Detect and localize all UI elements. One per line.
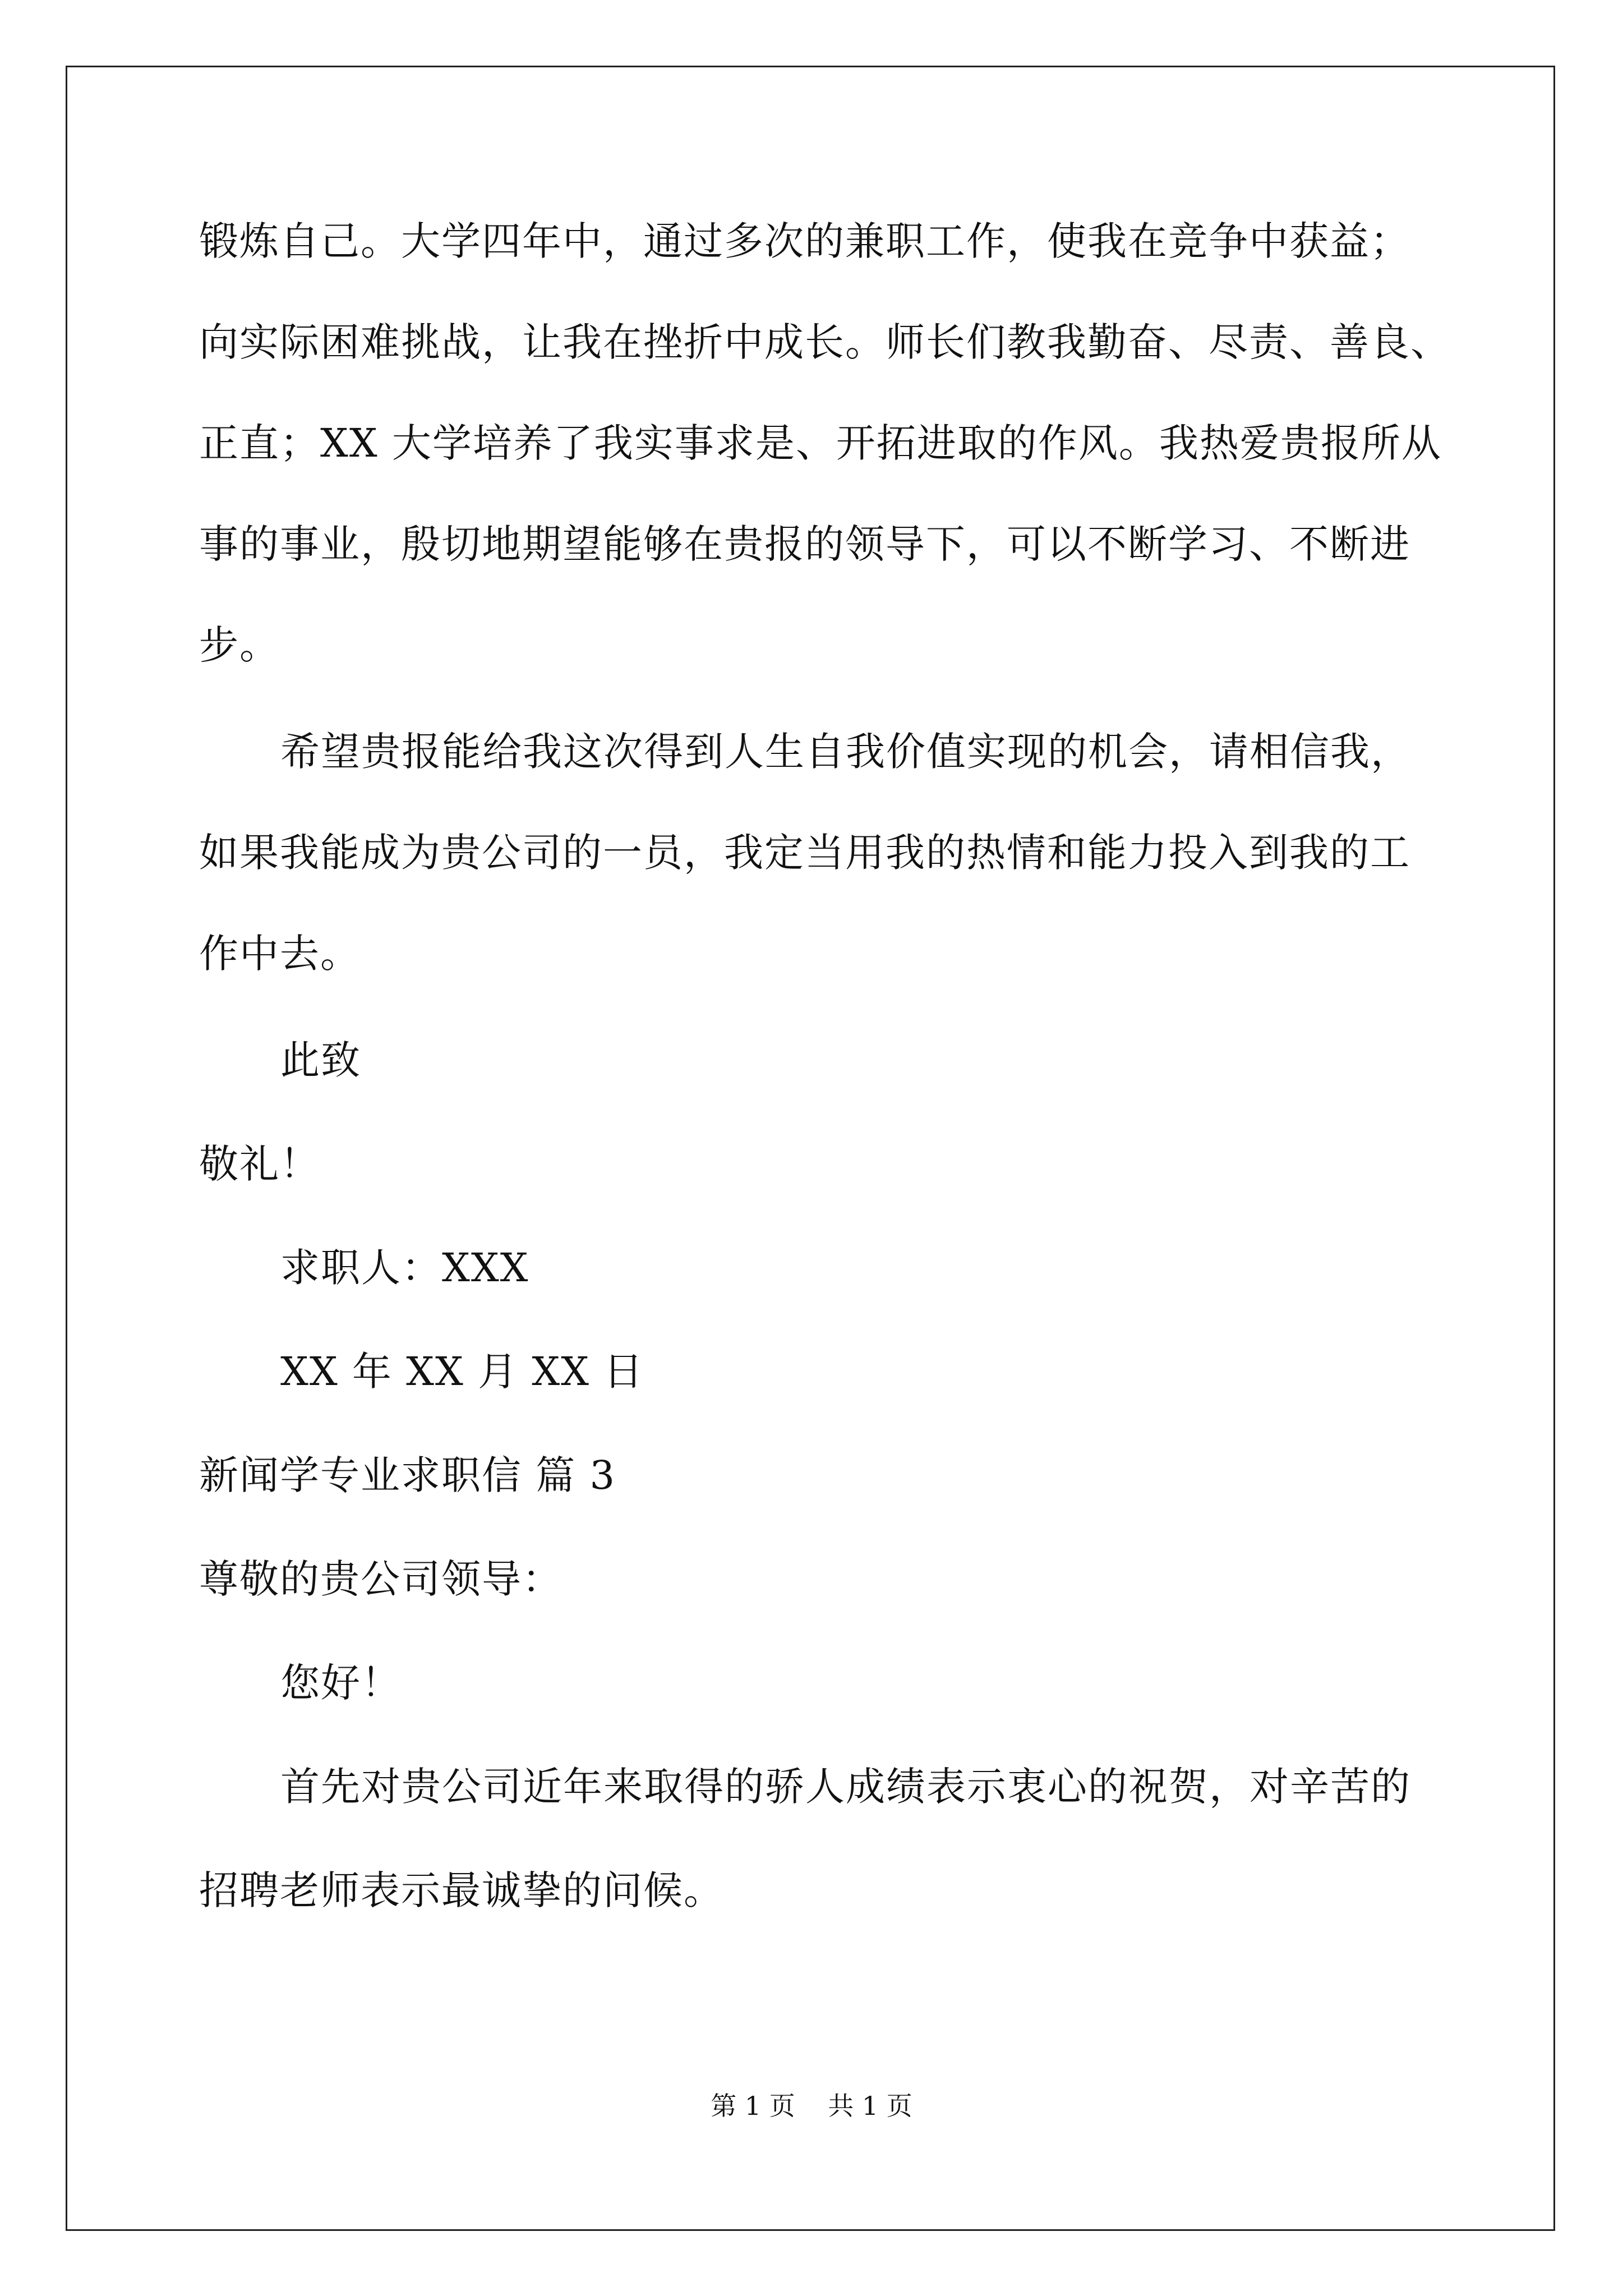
salutation-line: 敬礼！ bbox=[199, 1141, 320, 1187]
body-line: 锻炼自己。大学四年中，通过多次的兼职工作，使我在竞争中获益； bbox=[199, 218, 1410, 264]
body-line: 正直；XX 大学培养了我实事求是、开拓进取的作风。我热爱贵报所从 bbox=[199, 420, 1442, 466]
greeting-line: 尊敬的贵公司领导： bbox=[199, 1556, 562, 1602]
body-line: 向实际困难挑战，让我在挫折中成长。师长们教我勤奋、尽责、善良、 bbox=[199, 319, 1451, 365]
body-line: 希望贵报能给我这次得到人生自我价值实现的机会，请相信我， bbox=[280, 729, 1411, 775]
body-line: 步。 bbox=[199, 622, 280, 668]
body-line: 招聘老师表示最诚挚的问候。 bbox=[199, 1867, 724, 1913]
body-line: 作中去。 bbox=[199, 931, 361, 977]
section-heading: 新闻学专业求职信 篇 3 bbox=[199, 1452, 616, 1498]
date-line: XX 年 XX 月 XX 日 bbox=[280, 1349, 644, 1395]
closing-line: 此致 bbox=[280, 1037, 361, 1083]
body-line: 您好！ bbox=[280, 1660, 402, 1706]
body-line: 首先对贵公司近年来取得的骄人成绩表示衷心的祝贺，对辛苦的 bbox=[280, 1764, 1411, 1810]
body-line: 事的事业，殷切地期望能够在贵报的领导下，可以不断学习、不断进 bbox=[199, 521, 1410, 567]
body-line: 如果我能成为贵公司的一员，我定当用我的热情和能力投入到我的工 bbox=[199, 830, 1410, 876]
page-footer: 第 1 页 共 1 页 bbox=[711, 2091, 912, 2121]
signature-line: 求职人：XXX bbox=[280, 1245, 529, 1291]
